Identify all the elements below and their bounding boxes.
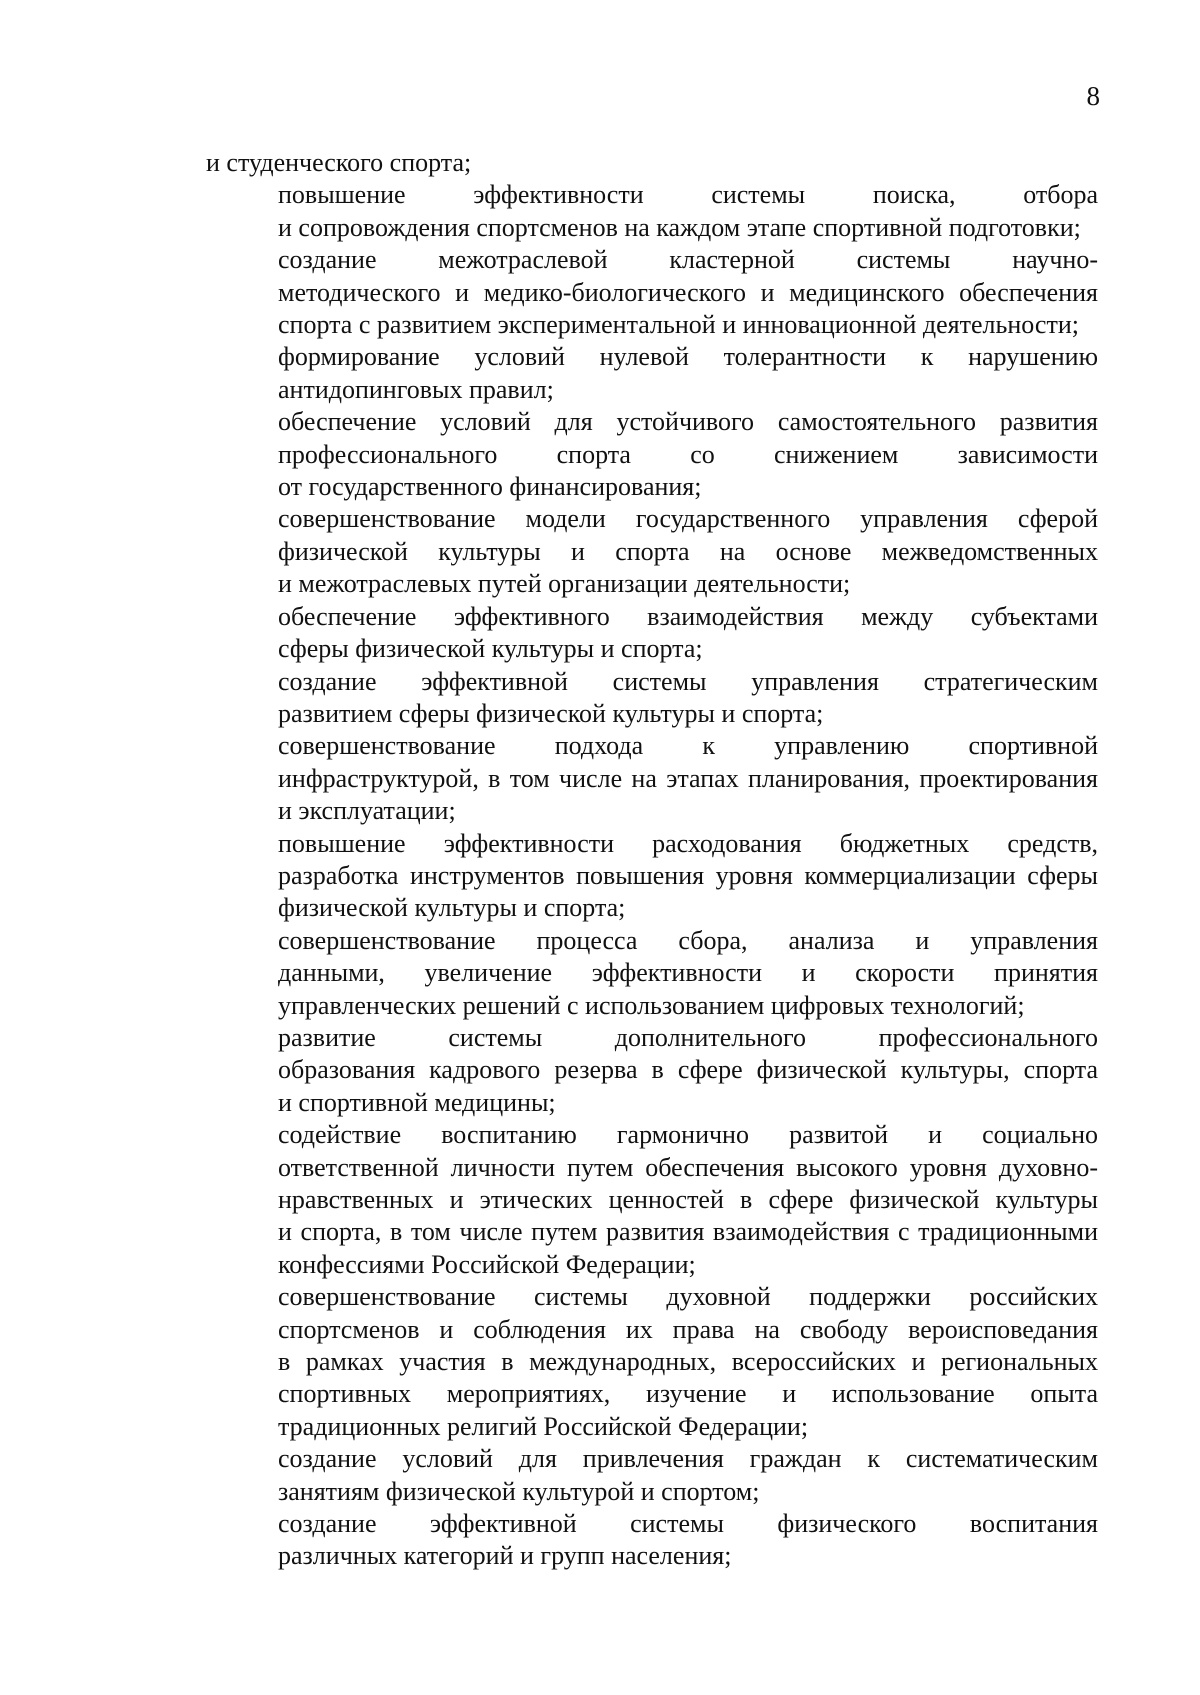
- text-line: спортивных мероприятиях, изучение и использование опыта: [278, 1379, 1098, 1409]
- text-line: повышение эффективности расходования бюджетных средств,: [278, 828, 1098, 858]
- paragraph: [206, 730, 1098, 827]
- text-line: различных категорий и групп населения;: [278, 1541, 732, 1571]
- document-body: [206, 147, 1098, 1573]
- paragraph: [206, 601, 1098, 666]
- text-line: антидопинговых правил;: [278, 374, 554, 404]
- paragraph: [206, 1508, 1098, 1573]
- text-line: создание условий для привлечения граждан к систематическим: [278, 1444, 1098, 1474]
- text-line: инфраструктурой, в том числе на этапах планирования, проектирования: [278, 763, 1098, 793]
- paragraph: [206, 179, 1098, 244]
- text-line: данными, увеличение эффективности и скорости принятия: [278, 958, 1098, 988]
- paragraph: [206, 1443, 1098, 1508]
- text-line: совершенствование системы духовной поддержки российских: [278, 1282, 1098, 1312]
- paragraph: [206, 1281, 1098, 1443]
- text-line: и эксплуатации;: [278, 796, 456, 826]
- paragraph: [206, 828, 1098, 925]
- text-line: физической культуры и спорта на основе межведомственных: [278, 536, 1098, 566]
- text-line: от государственного финансирования;: [278, 472, 702, 502]
- paragraph: [206, 244, 1098, 341]
- text-line: обеспечение эффективного взаимодействия между субъектами: [278, 601, 1098, 631]
- paragraph: [206, 503, 1098, 600]
- text-line: сферы физической культуры и спорта;: [278, 634, 703, 664]
- text-line: повышение эффективности системы поиска, отбора: [278, 180, 1098, 210]
- paragraph: [206, 925, 1098, 1022]
- text-line: и сопровождения спортсменов на каждом этапе спортивной подготовки;: [278, 212, 1081, 242]
- text-line: формирование условий нулевой толерантности к нарушению: [278, 342, 1098, 372]
- text-line: и спортивной медицины;: [278, 1087, 556, 1117]
- page-number: 8: [1086, 81, 1100, 111]
- text-line: создание межотраслевой кластерной системы научно-: [278, 245, 1098, 275]
- text-line: образования кадрового резерва в сфере физической культуры, спорта: [278, 1055, 1098, 1085]
- text-line: обеспечение условий для устойчивого самостоятельного развития: [278, 407, 1098, 437]
- text-line: нравственных и этических ценностей в сфере физической культуры: [278, 1185, 1098, 1214]
- text-line: в рамках участия в международных, всероссийских и региональных: [278, 1347, 1098, 1377]
- text-line: управленческих решений с использованием цифровых технологий;: [278, 990, 1025, 1020]
- text-line: разработка инструментов повышения уровня коммерциализации сферы: [278, 860, 1098, 890]
- text-line: методического и медико-биологического и медицинского обеспечения: [278, 277, 1098, 307]
- text-line: занятиям физической культурой и спортом;: [278, 1476, 760, 1506]
- paragraph: [206, 406, 1098, 503]
- text-line: спорта с развитием экспериментальной и инновационной деятельности;: [278, 310, 1079, 340]
- text-line: создание эффективной системы управления стратегическим: [278, 666, 1098, 696]
- paragraph: [206, 1119, 1098, 1281]
- text-line: развитие системы дополнительного профессионального: [278, 1022, 1098, 1052]
- text-line: совершенствование подхода к управлению спортивной: [278, 731, 1098, 761]
- paragraph: [206, 147, 1098, 179]
- paragraph: [206, 1022, 1098, 1119]
- text-line: и студенческого спорта;: [206, 148, 472, 177]
- paragraph: [206, 666, 1098, 731]
- text-line: конфессиями Российской Федерации;: [278, 1249, 696, 1279]
- text-line: физической культуры и спорта;: [278, 893, 626, 923]
- text-line: и спорта, в том числе путем развития взаимодействия с традиционными: [278, 1217, 1098, 1247]
- text-line: совершенствование процесса сбора, анализа и управления: [278, 925, 1098, 955]
- text-line: профессионального спорта со снижением зависимости: [278, 439, 1098, 469]
- text-line: спортсменов и соблюдения их права на свободу вероисповедания: [278, 1314, 1098, 1344]
- text-line: содействие воспитанию гармонично развитой и социально: [278, 1120, 1098, 1150]
- text-line: ответственной личности путем обеспечения высокого уровня духовно-: [278, 1152, 1098, 1182]
- text-line: совершенствование модели государственного управления сферой: [278, 504, 1098, 534]
- text-line: создание эффективной системы физического воспитания: [278, 1509, 1098, 1539]
- text-line: и межотраслевых путей организации деятельности;: [278, 569, 851, 599]
- paragraph: [206, 341, 1098, 406]
- text-line: традиционных религий Российской Федерации;: [278, 1411, 809, 1441]
- text-line: развитием сферы физической культуры и спорта;: [278, 698, 824, 728]
